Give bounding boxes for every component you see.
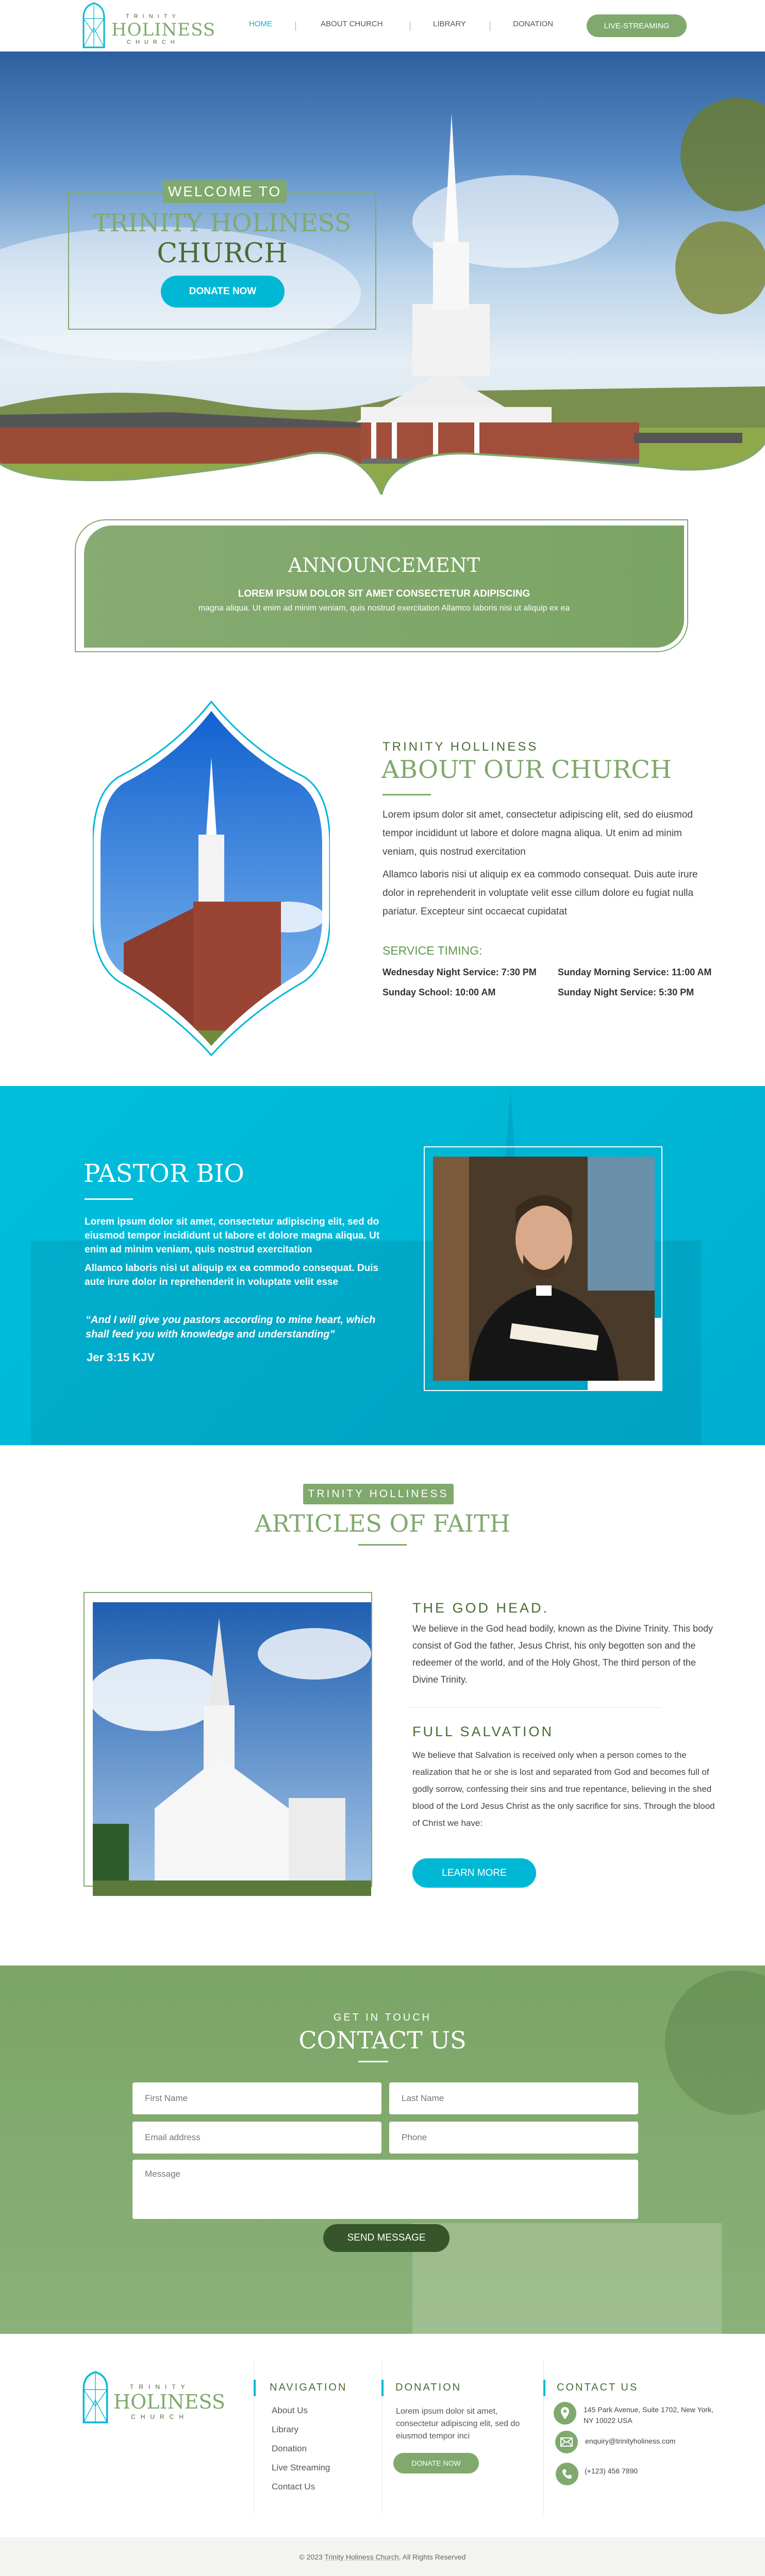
donate-now-button[interactable]: DONATE NOW bbox=[161, 276, 285, 308]
footer-phone: (+123) 456 7890 bbox=[585, 2467, 638, 2475]
nav-library[interactable]: LIBRARY bbox=[433, 20, 466, 28]
nav-donation[interactable]: DONATION bbox=[513, 20, 554, 28]
footer-email-link[interactable]: enquiry@trinityholiness.com bbox=[585, 2437, 676, 2445]
last-name-input[interactable] bbox=[389, 2082, 638, 2114]
god-head-heading: THE GOD HEAD. bbox=[412, 1600, 550, 1616]
about-paragraph-2: Allamco laboris nisi ut aliquip ex ea commodo consequat. Duis aute irure dolor in reprehenderit in voluptate velit esse cillum dolore eu fugiat nulla pariatur. Excepteur sint occaecat cupidatat bbox=[382, 869, 698, 917]
footer-donation-text: Lorem ipsum dolor sit amet, consectetur adipiscing elit, sed do eiusmod tempor inci bbox=[396, 2407, 520, 2441]
about-kicker: TRINITY HOLLINESS bbox=[382, 740, 539, 754]
phone-input[interactable] bbox=[389, 2122, 638, 2154]
nav-divider bbox=[295, 22, 296, 31]
pastor-title: PASTOR BIO bbox=[84, 1159, 244, 1188]
top-navbar bbox=[0, 0, 765, 52]
contact-title: CONTACT US bbox=[298, 2026, 467, 2054]
divider bbox=[409, 1707, 661, 1708]
footer-link-live-streaming[interactable]: Live Streaming bbox=[272, 2463, 330, 2472]
location-pin-icon bbox=[554, 2402, 576, 2425]
god-head-text: We believe in the God head bodily, known as the Divine Trinity. This body consist of God the father, Jesus Christ, his only begotten son and the redeemer of the world, and of the Holy Ghost, The third person of the Divine Trinity. bbox=[412, 1623, 713, 1685]
envelope-icon bbox=[555, 2431, 578, 2453]
copyright-year: © 2023 bbox=[299, 2553, 323, 2561]
service-time: Wednesday Night Service: 7:30 PM bbox=[382, 967, 537, 977]
footer-link-contact-us[interactable]: Contact Us bbox=[272, 2482, 315, 2492]
logo-line1: TRINITY bbox=[130, 2383, 190, 2391]
phone-icon bbox=[556, 2463, 578, 2485]
copyright-link[interactable]: Trinity Holiness Church. bbox=[324, 2553, 401, 2561]
first-name-input[interactable] bbox=[132, 2082, 381, 2114]
articles-tag: TRINITY HOLLINESS bbox=[303, 1484, 454, 1504]
about-title: ABOUT OUR CHURCH bbox=[381, 755, 672, 784]
logo[interactable] bbox=[82, 2, 216, 48]
articles-title: ARTICLES OF FAITH bbox=[255, 1510, 510, 1537]
copyright-bar bbox=[0, 2537, 765, 2576]
service-time: Sunday Night Service: 5:30 PM bbox=[558, 987, 694, 997]
footer-contact-title: CONTACT US bbox=[557, 2382, 639, 2393]
pastor-quote: “And I will give you pastors according to mine heart, which shall feed you with knowledge and understanding” bbox=[86, 1314, 376, 1340]
logo-line3: CHURCH bbox=[127, 39, 179, 45]
email-input[interactable] bbox=[132, 2122, 381, 2154]
message-textarea[interactable] bbox=[132, 2160, 638, 2219]
full-salvation-heading: FULL SALVATION bbox=[412, 1724, 554, 1739]
service-time: Sunday Morning Service: 11:00 AM bbox=[558, 967, 712, 977]
footer-link-about-us[interactable]: About Us bbox=[272, 2405, 308, 2415]
accent-bar bbox=[381, 2380, 384, 2396]
pastor-paragraph-1: Lorem ipsum dolor sit amet, consectetur adipiscing elit, sed do eiusmod tempor incididunt ut labore et dolore magna aliqua. Ut enim ad minim veniam, quis nostrud exercitation bbox=[85, 1216, 380, 1255]
footer-link-library[interactable]: Library bbox=[272, 2425, 298, 2434]
hero-title-line1: TRINITY HOLINESS bbox=[93, 209, 352, 238]
full-salvation-text: We believe that Salvation is received only when a person comes to the realization that he or she is lost and separated from God and becomes full of godly sorrow, confessing their sins and true repentance, believing in the shed blood of the Lord Jesus Christ as the only sacrifice for sins. Through the blood of Christ we have: bbox=[412, 1750, 715, 1828]
announcement-text: magna aliqua. Ut enim ad minim veniam, quis nostrud exercitation Allamco laboris nisi ut aliquip ex ea bbox=[198, 604, 570, 613]
nav-home[interactable]: HOME bbox=[249, 20, 272, 28]
service-time: Sunday School: 10:00 AM bbox=[382, 987, 496, 997]
learn-more-button[interactable]: LEARN MORE bbox=[412, 1858, 536, 1888]
footer-logo[interactable] bbox=[82, 2370, 225, 2427]
logo-line3: CHURCH bbox=[131, 2413, 189, 2420]
church-window-icon bbox=[82, 2370, 108, 2425]
logo-line2: HOLINESS bbox=[111, 20, 216, 40]
about-church-image bbox=[93, 701, 330, 1056]
copyright-text bbox=[0, 2553, 765, 2561]
title-underline bbox=[382, 794, 431, 795]
accent-bar bbox=[254, 2380, 256, 2396]
church-window-icon bbox=[82, 2, 105, 48]
service-timing-title: SERVICE TIMING: bbox=[382, 944, 483, 957]
hero-title-line2: CHURCH bbox=[157, 238, 288, 269]
copyright-rights: All Rights Reserved bbox=[402, 2553, 466, 2561]
pastor-photo bbox=[433, 1157, 655, 1381]
footer-address: 145 Park Avenue, Suite 1702, New York, NY 10022 USA bbox=[584, 2405, 713, 2425]
announcement-panel bbox=[84, 526, 684, 648]
send-message-button[interactable]: SEND MESSAGE bbox=[323, 2224, 450, 2252]
footer-donate-button[interactable]: DONATE NOW bbox=[393, 2453, 479, 2473]
footer-link-donation[interactable]: Donation bbox=[272, 2444, 307, 2453]
announcement-title: ANNOUNCEMENT bbox=[288, 554, 480, 577]
footer-nav-title: NAVIGATION bbox=[270, 2382, 347, 2393]
title-underline bbox=[358, 2061, 388, 2062]
live-streaming-button[interactable]: LIVE-STREAMING bbox=[587, 14, 687, 37]
accent-bar bbox=[543, 2380, 545, 2396]
about-paragraph-1: Lorem ipsum dolor sit amet, consectetur adipiscing elit, sed do eiusmod tempor incididunt ut labore et dolore magna aliqua. Ut enim ad minim veniam, quis nostrud exercitation bbox=[382, 809, 693, 857]
title-underline bbox=[358, 1544, 407, 1546]
announcement-subtitle: LOREM IPSUM DOLOR SIT AMET CONSECTETUR ADIPISCING bbox=[238, 588, 530, 599]
logo-line2: HOLINESS bbox=[113, 2391, 225, 2413]
welcome-tag: WELCOME TO bbox=[163, 180, 287, 203]
contact-section bbox=[0, 1965, 765, 2334]
white-church-photo bbox=[93, 1602, 371, 1896]
footer-donation-title: DONATION bbox=[395, 2382, 462, 2393]
logo-line1: TRINITY bbox=[126, 13, 180, 20]
contact-kicker: GET IN TOUCH bbox=[333, 2012, 432, 2023]
title-underline bbox=[85, 1198, 133, 1200]
nav-about-church[interactable]: ABOUT CHURCH bbox=[321, 20, 383, 28]
pastor-bio-section bbox=[0, 1086, 765, 1445]
pastor-paragraph-2: Allamco laboris nisi ut aliquip ex ea commodo consequat. Duis aute irure dolor in reprehenderit in voluptate velit esse bbox=[85, 1263, 379, 1287]
quote-reference: Jer 3:15 KJV bbox=[87, 1351, 155, 1364]
